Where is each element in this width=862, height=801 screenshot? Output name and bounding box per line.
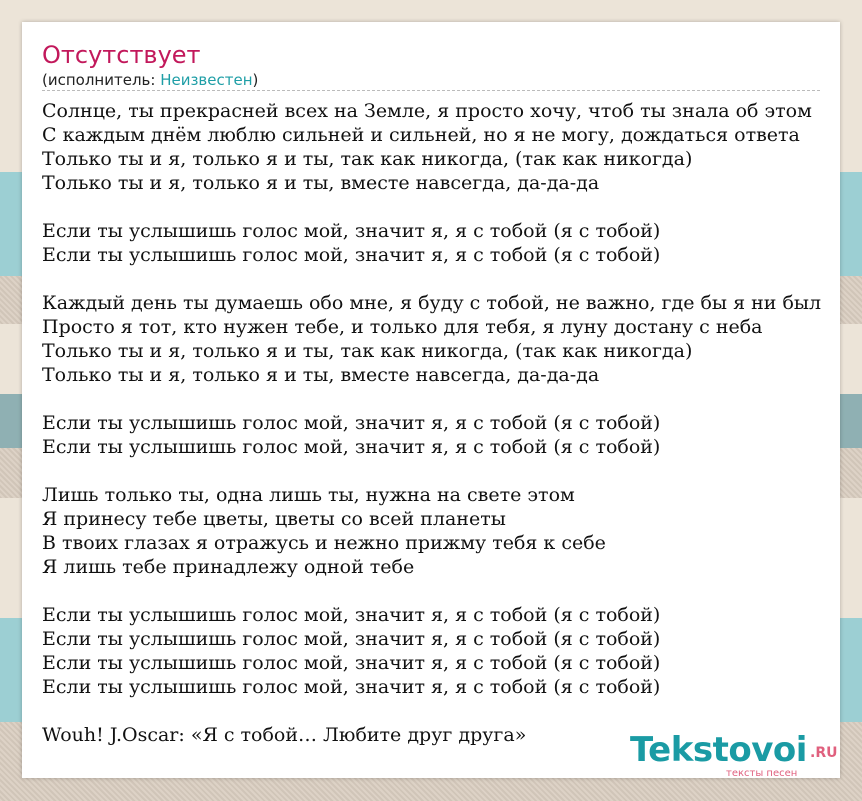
lyric-line: Если ты услышишь голос мой, значит я, я с тобой (я с тобой) [42, 628, 661, 650]
lyric-line: Если ты услышишь голос мой, значит я, я с тобой (я с тобой) [42, 436, 661, 458]
lyric-line: Каждый день ты думаешь обо мне, я буду с тобой, не важно, где бы я ни был [42, 292, 822, 314]
lyric-line: Солнце, ты прекрасней всех на Земле, я просто хочу, чтоб ты знала об этом [42, 100, 812, 122]
lyric-line: Если ты услышишь голос мой, значит я, я с тобой (я с тобой) [42, 244, 661, 266]
lyric-line: Если ты услышишь голос мой, значит я, я с тобой (я с тобой) [42, 652, 661, 674]
lyric-line: Если ты услышишь голос мой, значит я, я с тобой (я с тобой) [42, 220, 661, 242]
site-logo[interactable] [630, 730, 840, 778]
lyric-line: Если ты услышишь голос мой, значит я, я с тобой (я с тобой) [42, 676, 661, 698]
artist-link[interactable]: Неизвестен [160, 71, 253, 89]
lyric-line: Только ты и я, только я и ты, так как никогда, (так как никогда) [42, 148, 693, 170]
stanza-gap [42, 459, 840, 483]
lyric-line: В твоих глазах я отражусь и нежно прижму тебя к себе [42, 532, 606, 554]
logo-wordmark: Tekstovoi [630, 730, 807, 770]
stanza-gap [42, 699, 840, 723]
lyric-line: Просто я тот, кто нужен тебе, и только для тебя, я луну достану с неба [42, 316, 763, 338]
title-divider [42, 90, 820, 91]
lyrics-card [22, 22, 840, 778]
lyric-line: Если ты услышишь голос мой, значит я, я с тобой (я с тобой) [42, 412, 661, 434]
stanza-gap [42, 195, 840, 219]
lyric-line: Лишь только ты, одна лишь ты, нужна на свете этом [42, 484, 575, 506]
song-title: Отсутствует [42, 41, 201, 69]
logo-tagline: тексты песен [726, 768, 798, 778]
lyric-line: Wouh! J.Oscar: «Я с тобой… Любите друг друга» [42, 724, 527, 746]
stanza-gap [42, 267, 840, 291]
lyric-line: Только ты и я, только я и ты, так как никогда, (так как никогда) [42, 340, 693, 362]
artist-suffix: ) [252, 71, 259, 89]
artist-line [42, 71, 258, 89]
lyric-line: Я принесу тебе цветы, цветы со всей планеты [42, 508, 506, 530]
artist-prefix: (исполнитель: [42, 71, 161, 89]
stanza-gap [42, 387, 840, 411]
lyrics-body [42, 99, 840, 747]
lyric-line: Я лишь тебе принадлежу одной тебе [42, 556, 415, 578]
lyric-line: Если ты услышишь голос мой, значит я, я с тобой (я с тобой) [42, 604, 661, 626]
lyric-line: С каждым днём люблю сильней и сильней, но я не могу, дождаться ответа [42, 124, 800, 146]
stanza-gap [42, 579, 840, 603]
lyric-line: Только ты и я, только я и ты, вместе навсегда, да-да-да [42, 172, 600, 194]
logo-domain: .RU [810, 745, 838, 761]
lyric-line: Только ты и я, только я и ты, вместе навсегда, да-да-да [42, 364, 600, 386]
